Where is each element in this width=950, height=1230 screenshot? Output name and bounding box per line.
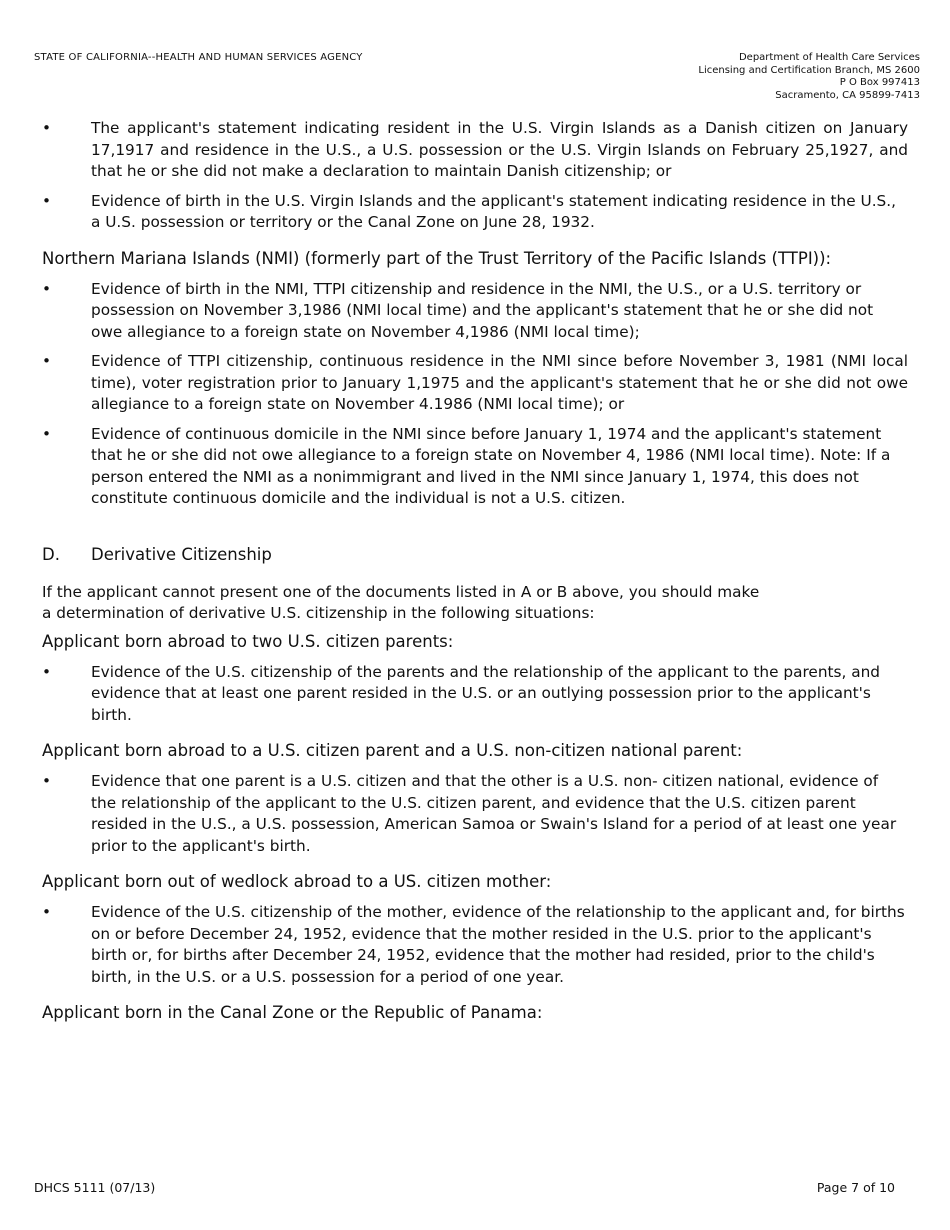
subheading: Applicant born out of wedlock abroad to a US. citizen mother: [42,872,552,891]
bullet-marker: • [42,424,52,443]
section-heading [42,544,908,566]
subheading: Applicant born abroad to two U.S. citizen parents: [42,631,454,651]
section-letter: D. [42,544,60,564]
department-name: Department of Health Care Services [738,52,920,63]
subheading: Applicant born in the Canal Zone or the Republic of Panama: [42,1003,543,1022]
bullet-marker: • [42,279,52,298]
nmi-heading: Northern Mariana Islands (NMI) (formerly part of the Trust Territory of the Pacific Islands (TTPI)): [42,248,832,268]
bullet-marker: • [42,191,52,210]
bullet-marker: • [42,903,52,921]
po-box: P O Box 997413 [839,77,920,88]
city-line: Sacramento, CA 95899-7413 [775,89,920,101]
section-title: Derivative Citizenship [91,544,272,564]
list-item: • Evidence of the U.S. citizenship of the parents and the relationship of the applicant to the parents, and evidence that at least one parent resided in the U.S. or an outlying possession prior to the applicant's birth. [42,662,880,724]
bullet-marker: • [42,352,52,370]
agency-header: STATE OF CALIFORNIA--HEALTH AND HUMAN SERVICES AGENCY [34,52,363,63]
list-item: • The applicant's statement indicating resident in the U.S. Virgin Islands as a Danish citizen on January 17,1917 and residence in the U.S., a U.S. possession or the U.S. Virgin Islands on February 25,1927, and that he or she did not make a declaration to maintain Danish citizenship; or [42,119,908,180]
list-item: • Evidence of birth in the NMI, TTPI citizenship and residence in the NMI, the U.S., or a U.S. territory or possession on November 3,1986 (NMI local time) and the applicant's statement that he or she did not owe allegiance to a foreign state on November 4,1986 (NMI local time); [42,279,874,341]
section-intro: If the applicant cannot present one of the documents listed in A or B above, you should make a determination of derivative U.S. citizenship in the following situations: [42,582,760,622]
list-item: • Evidence that one parent is a U.S. citizen and that the other is a U.S. non- citizen national, evidence of the relationship of the applicant to the U.S. citizen parent, and evidence that the U.S. citizen parent resided in the U.S., a U.S. possession, American Samoa or Swain's Island for a period of at least one year prior to the applicant's birth. [42,772,897,855]
document-body [42,118,908,1033]
list-item: • Evidence of the U.S. citizenship of the mother, evidence of the relationship to the applicant and, for births on or before December 24, 1952, evidence that the mother resided in the U.S. prior to the applicant's birth or, for births after December 24, 1952, evidence that the mother had resided, prior to the child's birth, in the U.S. or a U.S. possession for a period of one year. [42,903,905,986]
bullet-marker: • [42,662,52,681]
list-item: • Evidence of TTPI citizenship, continuous residence in the NMI since before November 3, 1981 (NMI local time), voter registration prior to January 1,1975 and the applicant's statement that he or she did not owe allegiance to a foreign state on November 4.1986 (NMI local time); or [42,352,908,413]
branch-name: Licensing and Certification Branch, MS 2600 [698,64,920,76]
department-address [560,52,920,102]
bullet-marker: • [42,772,52,790]
list-item: • Evidence of continuous domicile in the NMI since before January 1, 1974 and the applicant's statement that he or she did not owe allegiance to a foreign state on November 4, 1986 (NMI local time). Note: If a person entered the NMI as a nonimmigrant and lived in the NMI since January 1, 1974, this does not constitute continuous domicile and the individual is not a U.S. citizen. [42,424,891,507]
page-number: Page 7 of 10 [816,1180,895,1195]
subheading: Applicant born abroad to a U.S. citizen parent and a U.S. non-citizen national parent: [42,741,743,760]
form-id: DHCS 5111 (07/13) [34,1180,156,1195]
list-item: • Evidence of birth in the U.S. Virgin Islands and the applicant's statement indicating residence in the U.S., a U.S. possession or territory or the Canal Zone on June 28, 1932. [42,191,896,231]
bullet-marker: • [42,119,52,137]
